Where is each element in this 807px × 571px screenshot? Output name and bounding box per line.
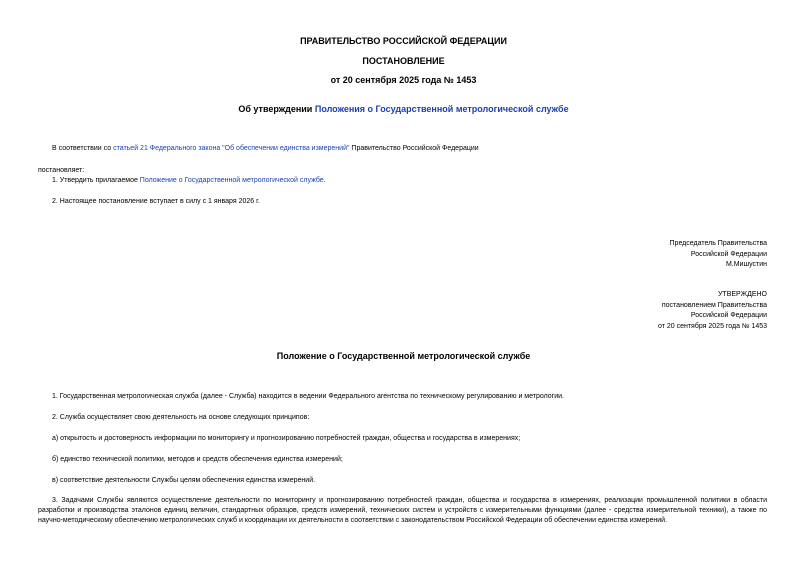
approval-line-1: УТВЕРЖДЕНО [717,291,767,298]
approval-line-3: Российской Федерации [690,312,767,319]
preamble [52,144,479,154]
signature-line-1: Председатель Правительства [669,240,767,247]
doc-date-number: от 20 сентября 2025 года № 1453 [330,75,477,85]
law-article-link[interactable]: статьей 21 Федерального закона "Об обеспечении единства измерений" [113,145,350,152]
doc-title [0,104,807,114]
regulation-clause-3: 3. Задачами Службы являются осуществление деятельности по мониторингу и прогнозированию потребностей граждан, общества и государства в измерениях, реализации промышленной политики в области разработки и производства эталонов единиц величин, стандартных образцов, средств измерений, технических систем и устройств с измерительными функциями (далее - средства измерительной техники), а также по научно-методическому обеспечению метрологических служб и координации их деятельности в соответствии с законодательством Российской Федерации об обеспечении единства измерений. [38,497,767,524]
approval-line-4: от 20 сентября 2025 года № 1453 [657,322,767,330]
signature-name: М.Мишустин [725,261,767,268]
regulation-clause-1: 1. Государственная метрологическая служба (далее - Служба) находится в ведении Федерального агентства по техническому регулированию и метрологии. [52,393,564,400]
org-heading: ПРАВИТЕЛЬСТВО РОССИЙСКОЙ ФЕДЕРАЦИИ [300,36,507,46]
approval-stamp [658,290,767,332]
item-1-suffix: . [323,177,326,184]
item-2: 2. Настоящее постановление вступает в силу с 1 января 2026 г. [52,198,260,205]
doc-title-link[interactable]: Положения о Государственной метрологической службе [314,104,569,114]
signature-line-2: Российской Федерации [690,250,767,258]
item-1-prefix: 1. Утвердить прилагаемое [52,177,140,184]
regulation-clause-c: в) соответствие деятельности Службы целям обеспечения единства измерений. [52,477,316,484]
doc-type-heading: ПОСТАНОВЛЕНИЕ [362,56,445,66]
resolves-text: постановляет: [38,167,85,174]
regulation-clause-2: 2. Служба осуществляет свою деятельность на основе следующих принципов: [52,414,310,421]
preamble-text-1: В соответствии со [52,145,114,152]
regulation-title: Положение о Государственной метрологической службе [276,351,531,361]
regulation-clause-b: б) единство технической политики, методов и средств обеспечения единства измерений; [52,456,343,463]
regulation-clause-a: а) открытость и достоверность информации по мониторингу и прогнозированию потребностей граждан, общества и государства в измерениях; [52,435,521,442]
signature-block [670,239,767,271]
regulation-link[interactable]: Положение о Государственной метрологической службе [139,177,324,184]
preamble-text-2: Правительство Российской Федерации [349,145,479,152]
approval-line-2: постановлением Правительства [661,301,767,309]
doc-title-prefix: Об утверждении [238,104,315,114]
item-1 [52,176,326,186]
